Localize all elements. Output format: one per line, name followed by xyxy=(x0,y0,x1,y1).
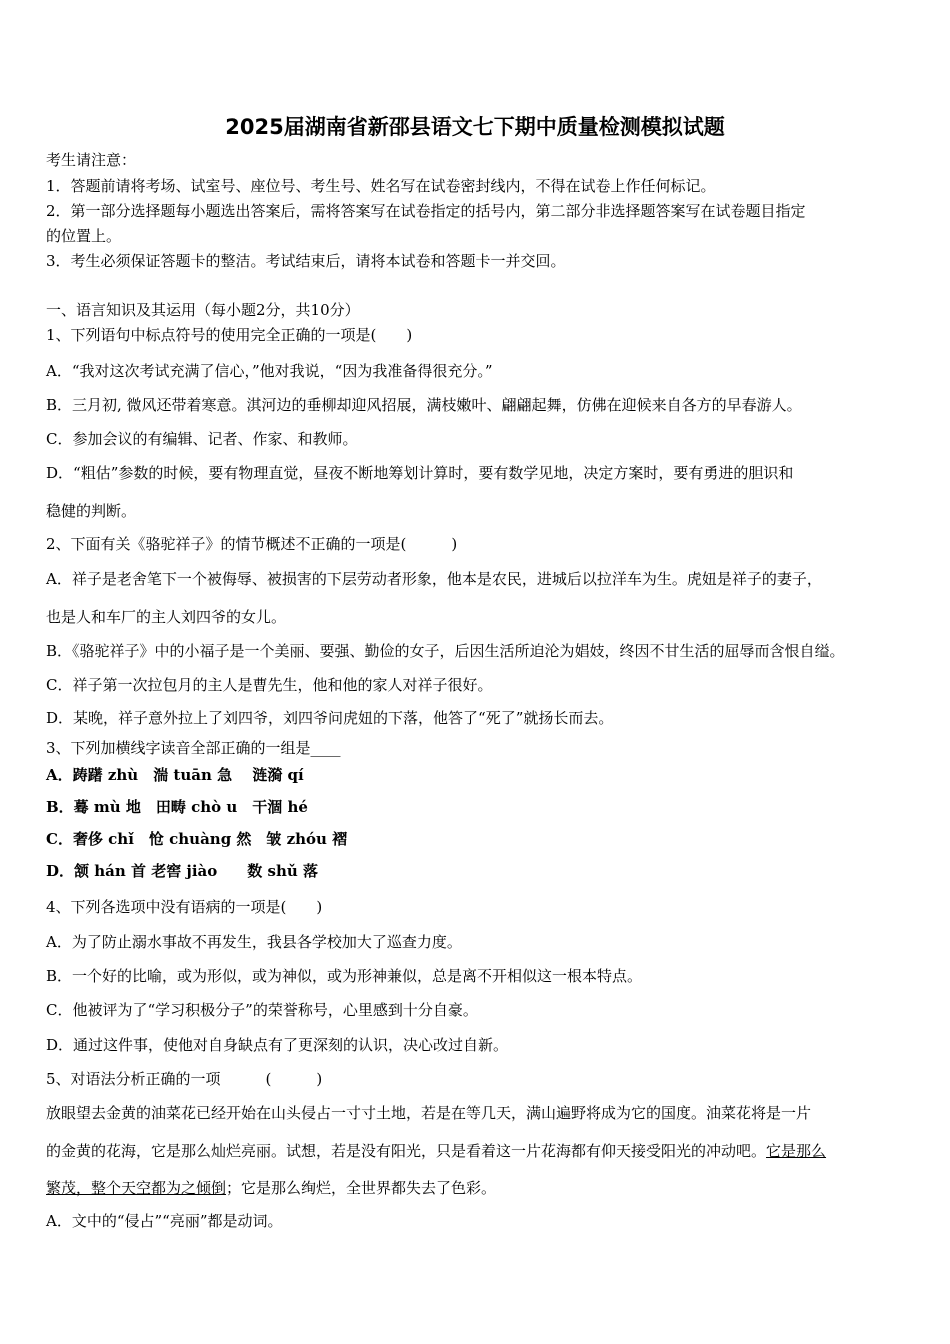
q5-option-a: A．文中的“侵占”“亮丽”都是动词。 xyxy=(46,1212,283,1230)
q4-option-a: A．为了防止溺水事故不再发生，我县各学校加大了巡查力度。 xyxy=(46,933,462,951)
q1-option-d-cont: 稳健的判断。 xyxy=(46,502,137,520)
q4-option-c: C．他被评为了“学习积极分子”的荣誉称号，心里感到十分自豪。 xyxy=(46,1001,478,1019)
q1-stem: 1、下列语句中标点符号的使用完全正确的一项是( ) xyxy=(46,326,413,344)
notice-item-1: 1．答题前请将考场、试室号、座位号、考生号、姓名写在试卷密封线内，不得在试卷上作任何标记。 xyxy=(46,177,716,195)
section-heading: 一、语言知识及其运用（每小题2分，共10分） xyxy=(46,301,360,319)
q5-passage-line-3 xyxy=(46,1178,496,1198)
q5-stem: 5、对语法分析正确的一项 ( ) xyxy=(46,1070,323,1088)
page-title: 2025届湖南省新邵县语文七下期中质量检测模拟试题 xyxy=(225,115,725,139)
q4-option-d: D．通过这件事，使他对自身缺点有了更深刻的认识，决心改过自新。 xyxy=(46,1036,509,1054)
q2-option-d: D．某晚，祥子意外拉上了刘四爷，刘四爷问虎妞的下落，他答了“死了”就扬长而去。 xyxy=(46,709,614,727)
notice-item-3: 3．考生必须保证答题卡的整洁。考试结束后，请将本试卷和答题卡一并交回。 xyxy=(46,252,566,270)
q5-underlined-phrase-cont: 繁茂，整个天空都为之倾倒 xyxy=(46,1179,227,1197)
q1-option-c: C．参加会议的有编辑、记者、作家、和教师。 xyxy=(46,430,358,448)
q1-option-a: A．“我对这次考试充满了信心，”他对我说，“因为我准备得很充分。” xyxy=(46,362,493,380)
q5-underlined-phrase: 它是那么 xyxy=(766,1142,827,1160)
q3-option-a: A．踌躇 zhù 湍 tuān 急 涟漪 qí xyxy=(46,766,304,784)
q5-passage-text-end: ；它是那么绚烂，全世界都失去了色彩。 xyxy=(226,1179,497,1197)
notice-item-2: 2．第一部分选择题每小题选出答案后，需将答案写在试卷指定的括号内，第二部分非选择题答案写在试卷题目指定 xyxy=(46,202,806,220)
q4-stem: 4、下列各选项中没有语病的一项是( ) xyxy=(46,898,323,916)
q2-stem: 2、下面有关《骆驼祥子》的情节概述不正确的一项是( ) xyxy=(46,535,458,553)
q3-option-b: B．蓦 mù 地 田畴 chò u 干涸 hé xyxy=(46,798,308,816)
q4-option-b: B．一个好的比喻，或为形似，或为神似，或为形神兼似，总是离不开相似这一根本特点。 xyxy=(46,967,643,985)
q5-passage-text: 的金黄的花海，它是那么灿烂亮丽。试想，若是没有阳光，只是看着这一片花海都有仰天接受阳光的冲动吧。 xyxy=(46,1142,767,1160)
q2-option-c: C．祥子第一次拉包月的主人是曹先生，他和他的家人对祥子很好。 xyxy=(46,676,493,694)
q5-passage-line-1: 放眼望去金黄的油菜花已经开始在山头侵占一寸寸土地，若是在等几天，满山遍野将成为它的国度。油菜花将是一片 xyxy=(46,1104,812,1122)
q2-option-a-cont: 也是人和车厂的主人刘四爷的女儿。 xyxy=(46,608,287,626)
q1-option-b: B．三月初, 微风还带着寒意。淇河边的垂柳却迎风招展，满枝嫩叶、翩翩起舞，仿佛在迎候来自各方的早春游人。 xyxy=(46,396,802,414)
q3-option-d: D．颔 hán 首 老窖 jiào 数 shǔ 落 xyxy=(46,862,318,880)
q2-option-b: B．《骆驼祥子》中的小福子是一个美丽、要强、勤俭的女子，后因生活所迫沦为娼妓，终因不甘生活的屈辱而含恨自缢。 xyxy=(46,642,845,660)
q5-passage-line-2 xyxy=(46,1141,826,1161)
q3-stem: 3、下列加横线字读音全部正确的一组是____ xyxy=(46,739,341,757)
notice-heading: 考生请注意： xyxy=(46,151,137,169)
q3-option-c: C．奢侈 chǐ 怆 chuàng 然 皱 zhóu 褶 xyxy=(46,830,348,848)
notice-item-2-cont: 的位置上。 xyxy=(46,227,122,245)
q1-option-d: D．“粗估”参数的时候，要有物理直觉，昼夜不断地筹划计算时，要有数学见地，决定方案时，要有勇进的胆识和 xyxy=(46,464,794,482)
q2-option-a: A．祥子是老舍笔下一个被侮辱、被损害的下层劳动者形象，他本是农民，进城后以拉洋车为生。虎妞是祥子的妻子， xyxy=(46,570,822,588)
